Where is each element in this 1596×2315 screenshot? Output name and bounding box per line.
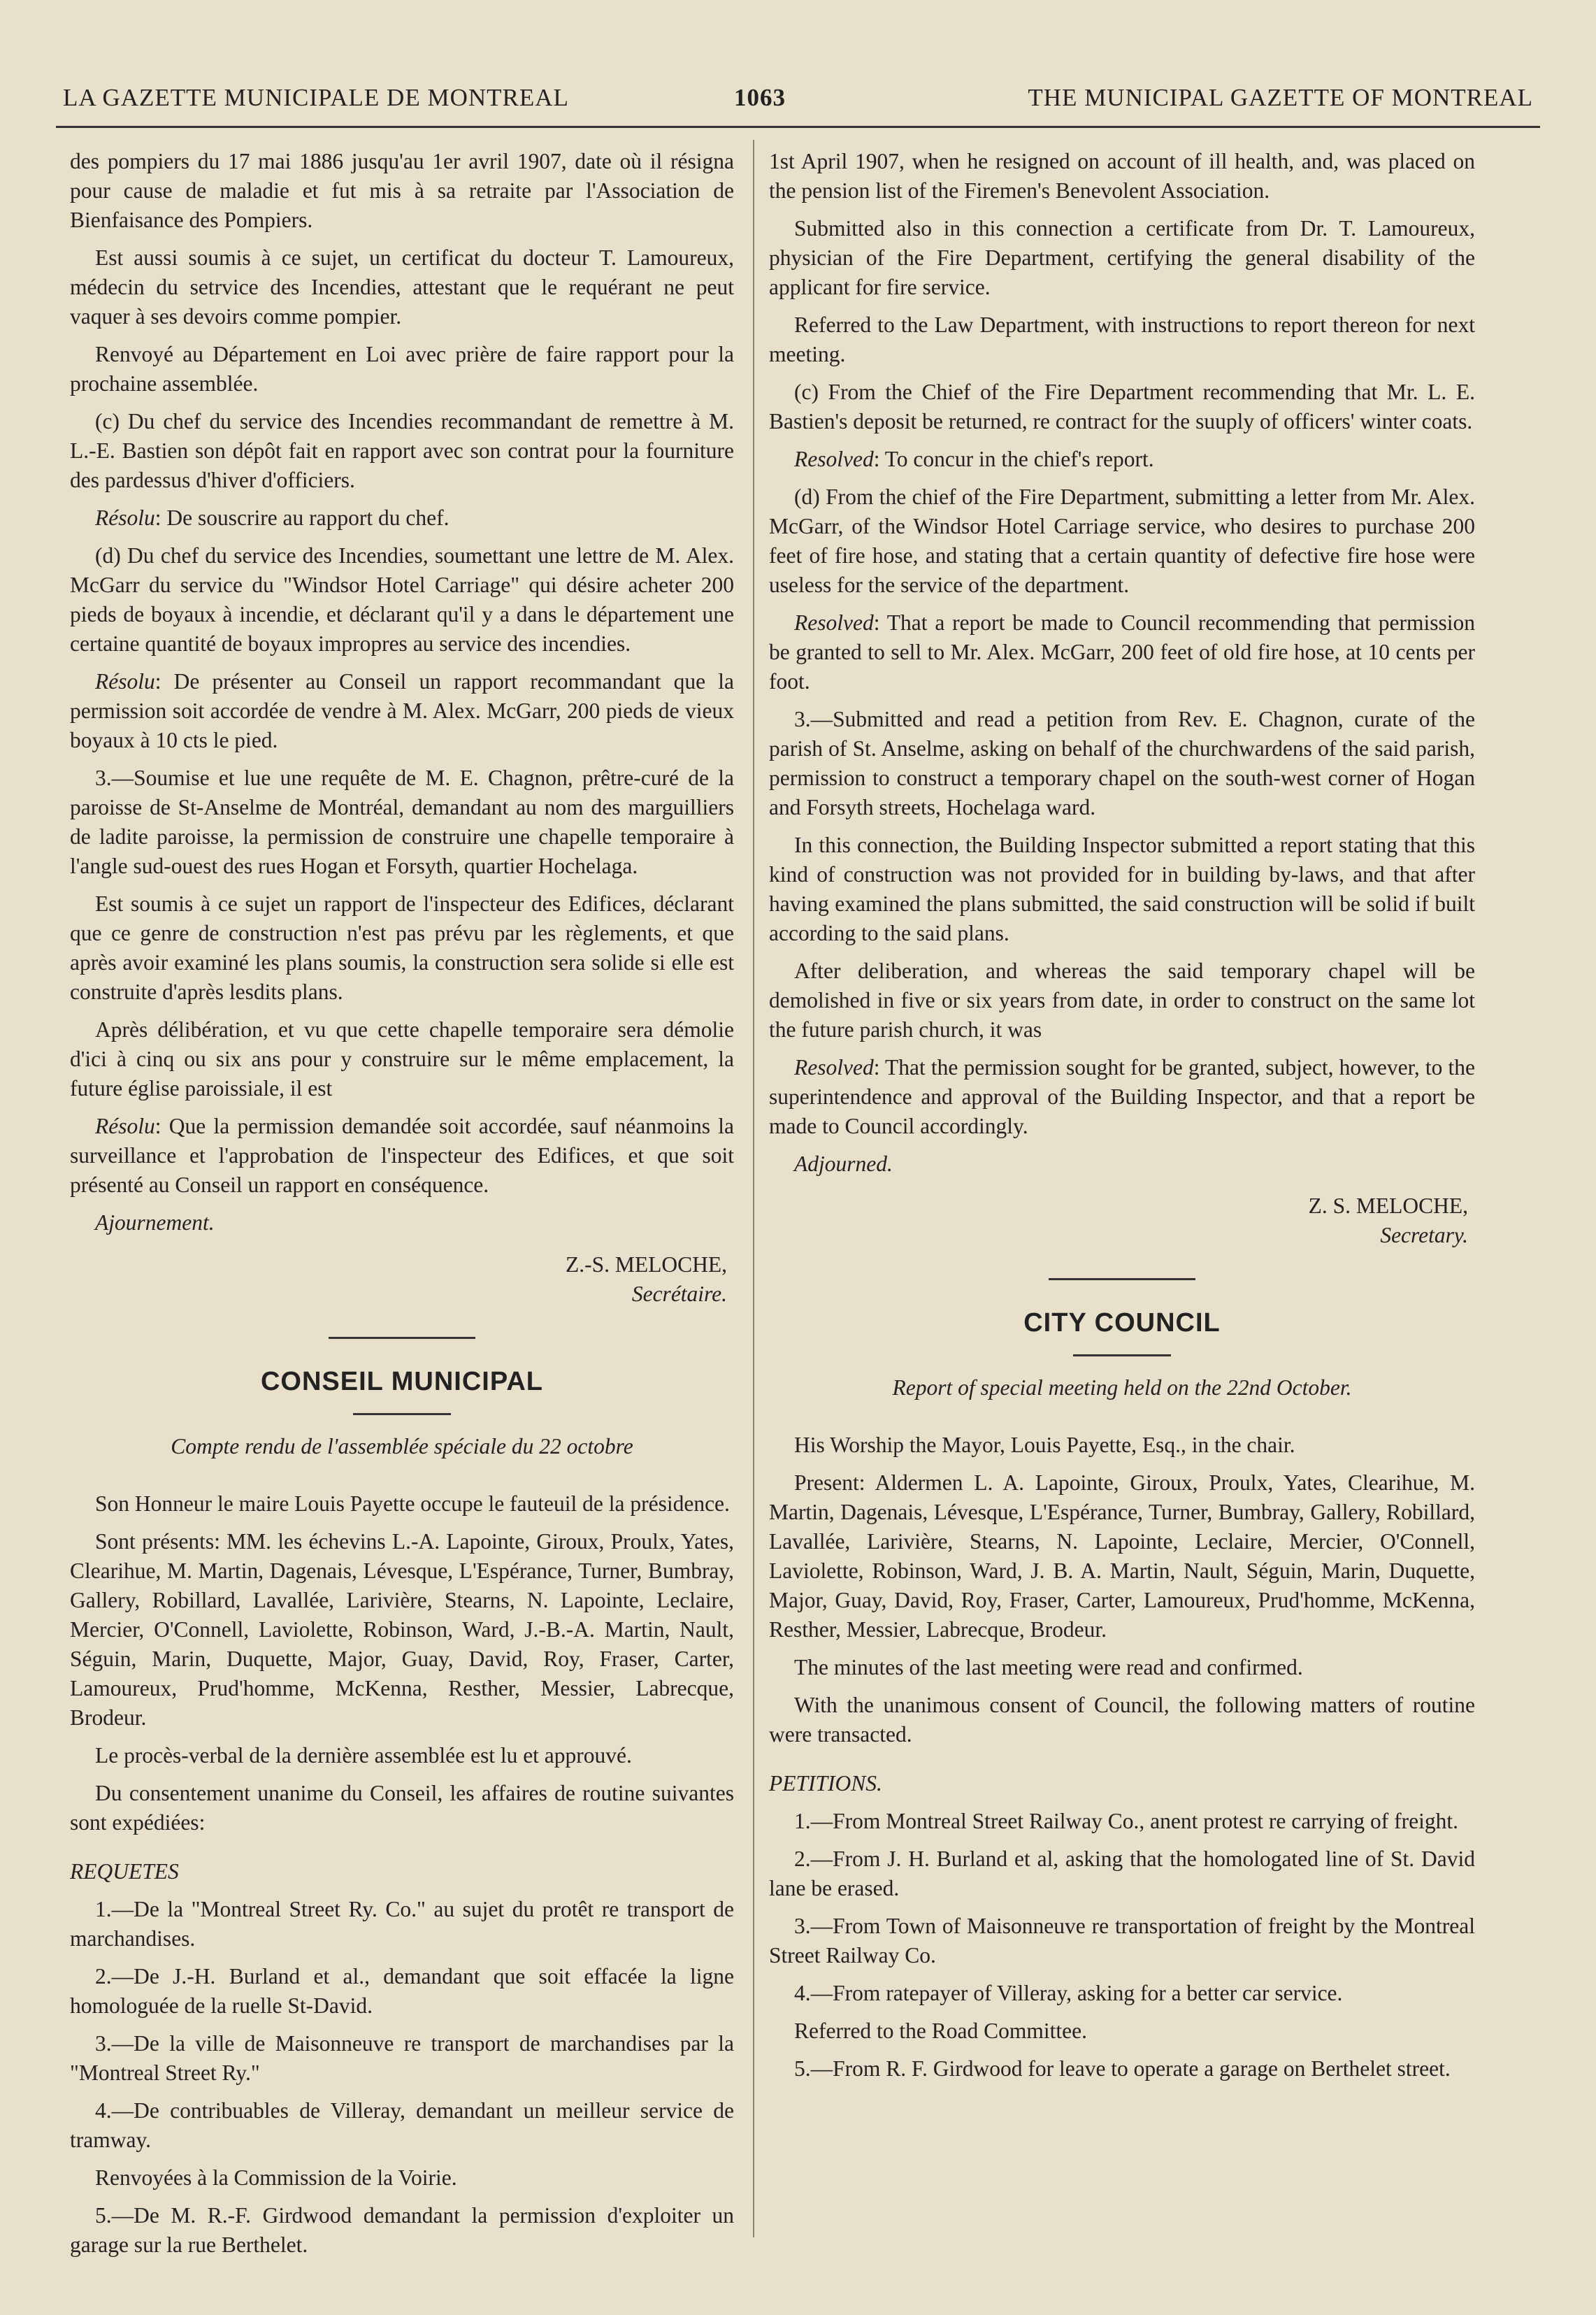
adjournment: Ajournement. <box>95 1210 215 1235</box>
resolution-text: : That a report be made to Council recommending that permission be granted to sell to Mr. Alex. McGarr, 200 feet of old fire hose, at 10 cents per foot. <box>769 610 1475 694</box>
sub-heading: REQUETES <box>70 1859 179 1884</box>
paragraph: Après délibération, et vu que cette chapelle temporaire sera démolie d'ici à cinq ou six ans pour y construire sur le même emplacement, la future église paroissiale, il est <box>70 1017 734 1101</box>
resolution-paragraph <box>70 503 734 533</box>
paragraph: Referred to the Law Department, with instructions to report thereon for next meeting. <box>769 313 1475 366</box>
section-title: CITY COUNCIL <box>1023 1308 1221 1338</box>
header-title-fr: LA GAZETTE MUNICIPALE DE MONTREAL <box>63 84 569 111</box>
section-rule <box>353 1413 451 1415</box>
resolution-text: : To concur in the chief's report. <box>873 447 1154 471</box>
resolution-paragraph <box>70 1112 734 1200</box>
page-number: 1063 <box>734 84 786 111</box>
paragraph: In this connection, the Building Inspector submitted a report stating that this kind of construction was not provided for in building by-laws, and that after having examined the plans submitted, the said construction will be solid if built according to the said plans. <box>769 833 1475 945</box>
resolution-lead: Resolved <box>794 447 874 471</box>
resolution-paragraph <box>769 608 1475 696</box>
paragraph: (d) From the chief of the Fire Department, submitting a letter from Mr. Alex. McGarr, of the Windsor Hotel Carriage service, who desires to purchase 200 feet of fire hose, and stating that a certain quantity of defective fire hose were useless for the service of the department. <box>769 485 1475 597</box>
paragraph: (c) From the Chief of the Fire Department recommending that Mr. L. E. Bastien's deposit be returned, re contract for the suuply of officers' winter coats. <box>769 380 1475 433</box>
paragraph: With the unanimous consent of Council, the following matters of routine were transacted. <box>769 1693 1475 1747</box>
signature-name: Z.-S. MELOCHE, <box>566 1252 727 1277</box>
section-rule <box>1049 1278 1195 1280</box>
section-title: CONSEIL MUNICIPAL <box>260 1367 544 1396</box>
header-title-en: THE MUNICIPAL GAZETTE OF MONTREAL <box>1028 84 1533 111</box>
list-item: 5.—From R. F. Girdwood for leave to operate a garage on Berthelet street. <box>794 2056 1451 2081</box>
paragraph: Est soumis à ce sujet un rapport de l'inspecteur des Edifices, déclarant que ce genre de construction n'est pas prévu par les règlements, et que après avoir examiné les plans soumis, la construction sera solide si elle est construite d'après lesdits plans. <box>70 891 734 1004</box>
resolution-paragraph <box>70 667 734 755</box>
paragraph: 3.—Submitted and read a petition from Rev. E. Chagnon, curate of the parish of St. Anselme, asking on behalf of the churchwardens of the said parish, permission to construct a temporary chapel on the south-west corner of Hogan and Forsyth streets, Hochelaga ward. <box>769 707 1475 819</box>
sub-heading: PETITIONS. <box>769 1771 882 1796</box>
attendance-paragraph: Present: Aldermen L. A. Lapointe, Giroux, Proulx, Yates, Clearihue, M. Martin, Dagenais, Lévesque, L'Espérance, Turner, Bumbray, Gallery, Robillard, Lavallée, Larivière, Stearns, N. Lapointe, Leclaire, Mercier, O'Connell, Laviolette, Robinson, Ward, J. B. A. Martin, Nault, Séguin, Marin, Duquette, Major, Guay, David, Roy, Fraser, Carter, Lamoureux, Prud'homme, McKenna, Resther, Messier, Labrecque, Brodeur. <box>769 1470 1475 1642</box>
resolution-text: : De présenter au Conseil un rapport recommandant que la permission soit accordée de vendre à M. Alex. McGarr, 200 pieds de vieux boyaux à 10 cts le pied. <box>70 669 734 752</box>
list-item: 3.—From Town of Maisonneuve re transportation of freight by the Montreal Street Railway Co. <box>769 1914 1475 1968</box>
paragraph: (d) Du chef du service des Incendies, soumettant une lettre de M. Alex. McGarr du service du "Windsor Hotel Carriage" qui désire acheter 200 pieds de boyaux à incendie, et déclarant qu'il y a dans le département une certaine quantité de boyaux impropres au service des incendies. <box>70 543 734 656</box>
resolution-lead: Résolu <box>95 669 155 694</box>
resolution-lead: Résolu <box>95 506 155 530</box>
attendance-paragraph: Sont présents: MM. les échevins L.-A. Lapointe, Giroux, Proulx, Yates, Clearihue, M. Martin, Dagenais, Lévesque, L'Espérance, Turner, Bumbray, Gallery, Robillard, Lavallée, Larivière, Stearns, N. Lapointe, Leclaire, Mercier, O'Connell, Laviolette, Robinson, Ward, J.-B.-A. Martin, Nault, Séguin, Marin, Duquette, Major, Guay, David, Roy, Fraser, Carter, Lamoureux, Prud'homme, McKenna, Resther, Messier, Labrecque, Brodeur. <box>70 1529 734 1730</box>
paragraph: 1st April 1907, when he resigned on account of ill health, and, was placed on the pension list of the Firemen's Benevolent Association. <box>769 149 1475 203</box>
section-subtitle: Compte rendu de l'assemblée spéciale du 22 octobre <box>171 1434 633 1458</box>
paragraph: (c) Du chef du service des Incendies recommandant de remettre à M. L.-E. Bastien son dépôt fait en rapport avec son contrat pour la fourniture des pardessus d'hiver d'officiers. <box>70 409 734 492</box>
referral-note: Referred to the Road Committee. <box>794 2019 1088 2043</box>
resolution-lead: Resolved <box>794 610 874 635</box>
list-item: 4.—From ratepayer of Villeray, asking for a better car service. <box>794 1981 1343 2005</box>
paragraph: des pompiers du 17 mai 1886 jusqu'au 1er avril 1907, date où il résigna pour cause de maladie et fut mis à sa retraite par l'Association de Bienfaisance des Pompiers. <box>70 149 734 232</box>
paragraph: Est aussi soumis à ce sujet, un certificat du docteur T. Lamoureux, médecin du setrvice des Incendies, attestant que le requérant ne peut vaquer à ses devoirs comme pompier. <box>70 245 734 329</box>
resolution-paragraph <box>769 445 1475 474</box>
resolution-text: : De souscrire au rapport du chef. <box>154 506 450 530</box>
signature-name: Z. S. MELOCHE, <box>1308 1194 1468 1218</box>
french-column <box>70 147 734 2268</box>
list-item: 2.—From J. H. Burland et al, asking that the homologated line of St. David lane be erased. <box>769 1847 1475 1900</box>
paragraph: His Worship the Mayor, Louis Payette, Esq., in the chair. <box>794 1433 1295 1457</box>
english-column <box>769 147 1475 2092</box>
paragraph: Du consentement unanime du Conseil, les affaires de routine suivantes sont expédiées: <box>70 1781 734 1835</box>
signature-role: Secrétaire. <box>631 1282 727 1306</box>
signature-block <box>769 1191 1468 1250</box>
list-item: 5.—De M. R.-F. Girdwood demandant la permission d'exploiter un garage sur la rue Berthelet. <box>70 2203 734 2257</box>
paragraph: The minutes of the last meeting were read and confirmed. <box>794 1655 1303 1679</box>
section-rule <box>1073 1354 1171 1356</box>
paragraph: Renvoyé au Département en Loi avec prière de faire rapport pour la prochaine assemblée. <box>70 342 734 396</box>
list-item: 2.—De J.-H. Burland et al., demandant que soit effacée la ligne homologuée de la ruelle St-David. <box>70 1964 734 2018</box>
paragraph: Submitted also in this connection a certificate from Dr. T. Lamoureux, physician of the Fire Department, certifying the general disability of the applicant for fire service. <box>769 216 1475 299</box>
resolution-paragraph <box>769 1053 1475 1141</box>
section-rule <box>329 1337 475 1339</box>
resolution-lead: Resolved <box>794 1055 874 1080</box>
list-item: 3.—De la ville de Maisonneuve re transport de marchandises par la "Montreal Street Ry." <box>70 2031 734 2085</box>
paragraph: 3.—Soumise et lue une requête de M. E. Chagnon, prêtre-curé de la paroisse de St-Anselme de Montréal, demandant au nom des marguilliers de ladite paroisse, la permission de construire une chapelle temporaire à l'angle sud-ouest des rues Hogan et Forsyth, quartier Hochelaga. <box>70 766 734 878</box>
resolution-lead: Résolu <box>95 1114 155 1138</box>
paragraph: Son Honneur le maire Louis Payette occupe le fauteuil de la présidence. <box>95 1491 730 1516</box>
resolution-text: : That the permission sought for be granted, subject, however, to the superintendence and approval of the Building Inspector, and that a report be made to Council accordingly. <box>769 1055 1475 1138</box>
list-item: 1.—De la "Montreal Street Ry. Co." au sujet du protêt re transport de marchandises. <box>70 1897 734 1951</box>
section-subtitle: Report of special meeting held on the 22nd October. <box>892 1375 1352 1400</box>
list-item: 1.—From Montreal Street Railway Co., anent protest re carrying of freight. <box>794 1809 1458 1833</box>
list-item: 4.—De contribuables de Villeray, demandant un meilleur service de tramway. <box>70 2098 734 2152</box>
signature-role: Secretary. <box>1380 1223 1468 1247</box>
paragraph: Le procès-verbal de la dernière assemblée est lu et approuvé. <box>95 1743 632 1768</box>
column-divider <box>753 140 754 2237</box>
referral-note: Renvoyées à la Commission de la Voirie. <box>95 2165 457 2190</box>
signature-block <box>70 1250 727 1309</box>
paragraph: After deliberation, and whereas the said temporary chapel will be demolished in five or six years from date, in order to construct on the same lot the future parish church, it was <box>769 959 1475 1042</box>
resolution-text: : Que la permission demandée soit accordée, sauf néanmoins la surveillance et l'approbation de l'inspecteur des Edifices, et que soit présenté au Conseil un rapport en conséquence. <box>70 1114 734 1197</box>
page-header <box>56 77 1540 128</box>
adjournment: Adjourned. <box>794 1152 893 1176</box>
